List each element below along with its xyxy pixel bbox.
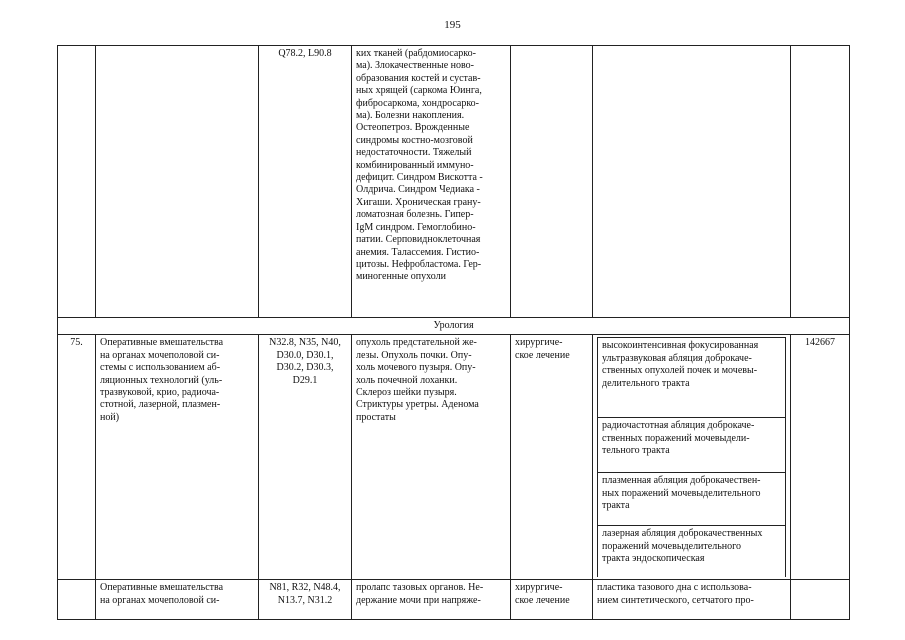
- diagnosis-cell: [352, 335, 511, 580]
- treatment-text: хирургиче- ское лечение: [515, 337, 570, 361]
- codes-text: Q78.2, L90.8: [278, 48, 332, 59]
- number-cell: [58, 46, 96, 318]
- treatment-cell: [511, 46, 593, 318]
- name-cell: [96, 580, 259, 620]
- number-cell: [58, 335, 96, 580]
- cost-cell: [791, 335, 850, 580]
- table-row-continuation: [58, 46, 850, 318]
- procedure-name: Оперативные вмешательства на органах мочеполовой си- стемы с использованием аб- ляционных технологий (уль- тразвуковой, крио, радиоча- стотной, лазерной, плазмен- ной): [100, 337, 224, 423]
- codes-cell: [259, 46, 352, 318]
- procedures-table: [57, 45, 850, 620]
- diagnosis-text: пролапс тазовых органов. Не- держание мочи при напряже-: [356, 582, 484, 606]
- procedure-name: Оперативные вмешательства на органах мочеполовой си-: [100, 582, 224, 606]
- cost-value: 142667: [805, 337, 835, 349]
- row-number: 75.: [70, 337, 83, 349]
- methods-cell: [593, 335, 791, 580]
- table-row-75: [58, 335, 850, 580]
- cost-cell: [791, 46, 850, 318]
- method-cell: [593, 580, 791, 620]
- section-row: [58, 318, 850, 335]
- table-row-next: [58, 580, 850, 620]
- cost-cell: [791, 580, 850, 620]
- treatment-cell: [511, 335, 593, 580]
- name-cell: [96, 46, 259, 318]
- methods-list: [597, 337, 786, 577]
- diagnosis-text: опухоль предстательной же- лезы. Опухоль почки. Опу- холь мочевого пузыря. Опу- холь почечной лоханки. Склероз шейки пузыря. Стриктуры уретры. Аденома простаты: [356, 337, 479, 423]
- codes-cell: [259, 580, 352, 620]
- section-title: Урология: [58, 318, 850, 335]
- codes-text: N81, R32, N48.4, N13.7, N31.2: [269, 582, 341, 606]
- method-item: [598, 473, 786, 526]
- treatment-text: хирургиче- ское лечение: [515, 582, 570, 606]
- treatment-cell: [511, 580, 593, 620]
- page-number: 195: [444, 19, 461, 31]
- method-text: высокоинтенсивная фокусированная ультразвуковая абляция доброкаче- ственных опухолей почек и мочевы- делительного тракта: [602, 340, 759, 389]
- method-cell: [593, 46, 791, 318]
- method-item: [598, 418, 786, 473]
- method-text: пластика тазового дна с использова- нием синтетического, сетчатого про-: [597, 582, 754, 606]
- method-item: [598, 526, 786, 578]
- codes-cell: [259, 335, 352, 580]
- diagnosis-cell: [352, 46, 511, 318]
- method-text: радиочастотная абляция доброкаче- ственных поражений мочевыдели- тельного тракта: [602, 420, 755, 457]
- diagnosis-cell: [352, 580, 511, 620]
- name-cell: [96, 335, 259, 580]
- number-cell: [58, 580, 96, 620]
- method-item: [598, 338, 786, 418]
- method-text: плазменная абляция доброкачествен- ных поражений мочевыделительного тракта: [602, 475, 761, 512]
- diagnosis-text: ких тканей (рабдомиосарко- ма). Злокачественные ново- образования костей и сустав- ных хрящей (саркома Юинга, фибросаркома, хондросарко- ма). Болезни накопления. Остеопетроз. Врожденные синдромы костно-мозговой недостаточности. Тяжелый комбинированный иммуно- дефицит. Синдром Вискотта - Олдрича. Синдром Чедиака - Хигаши. Хроническая грану- ломатозная болезнь. Гипер- IgM синдром. Гемоглобино- патии. Серповидноклеточная анемия. Талассемия. Гистио- цитозы. Нефробластома. Гер- миногенные опухоли: [356, 48, 483, 283]
- codes-text: N32.8, N35, N40, D30.0, D30.1, D30.2, D30.3, D29.1: [269, 337, 341, 386]
- method-text: лазерная абляция доброкачественных поражений мочевыделительного тракта эндоскопическая: [602, 528, 763, 565]
